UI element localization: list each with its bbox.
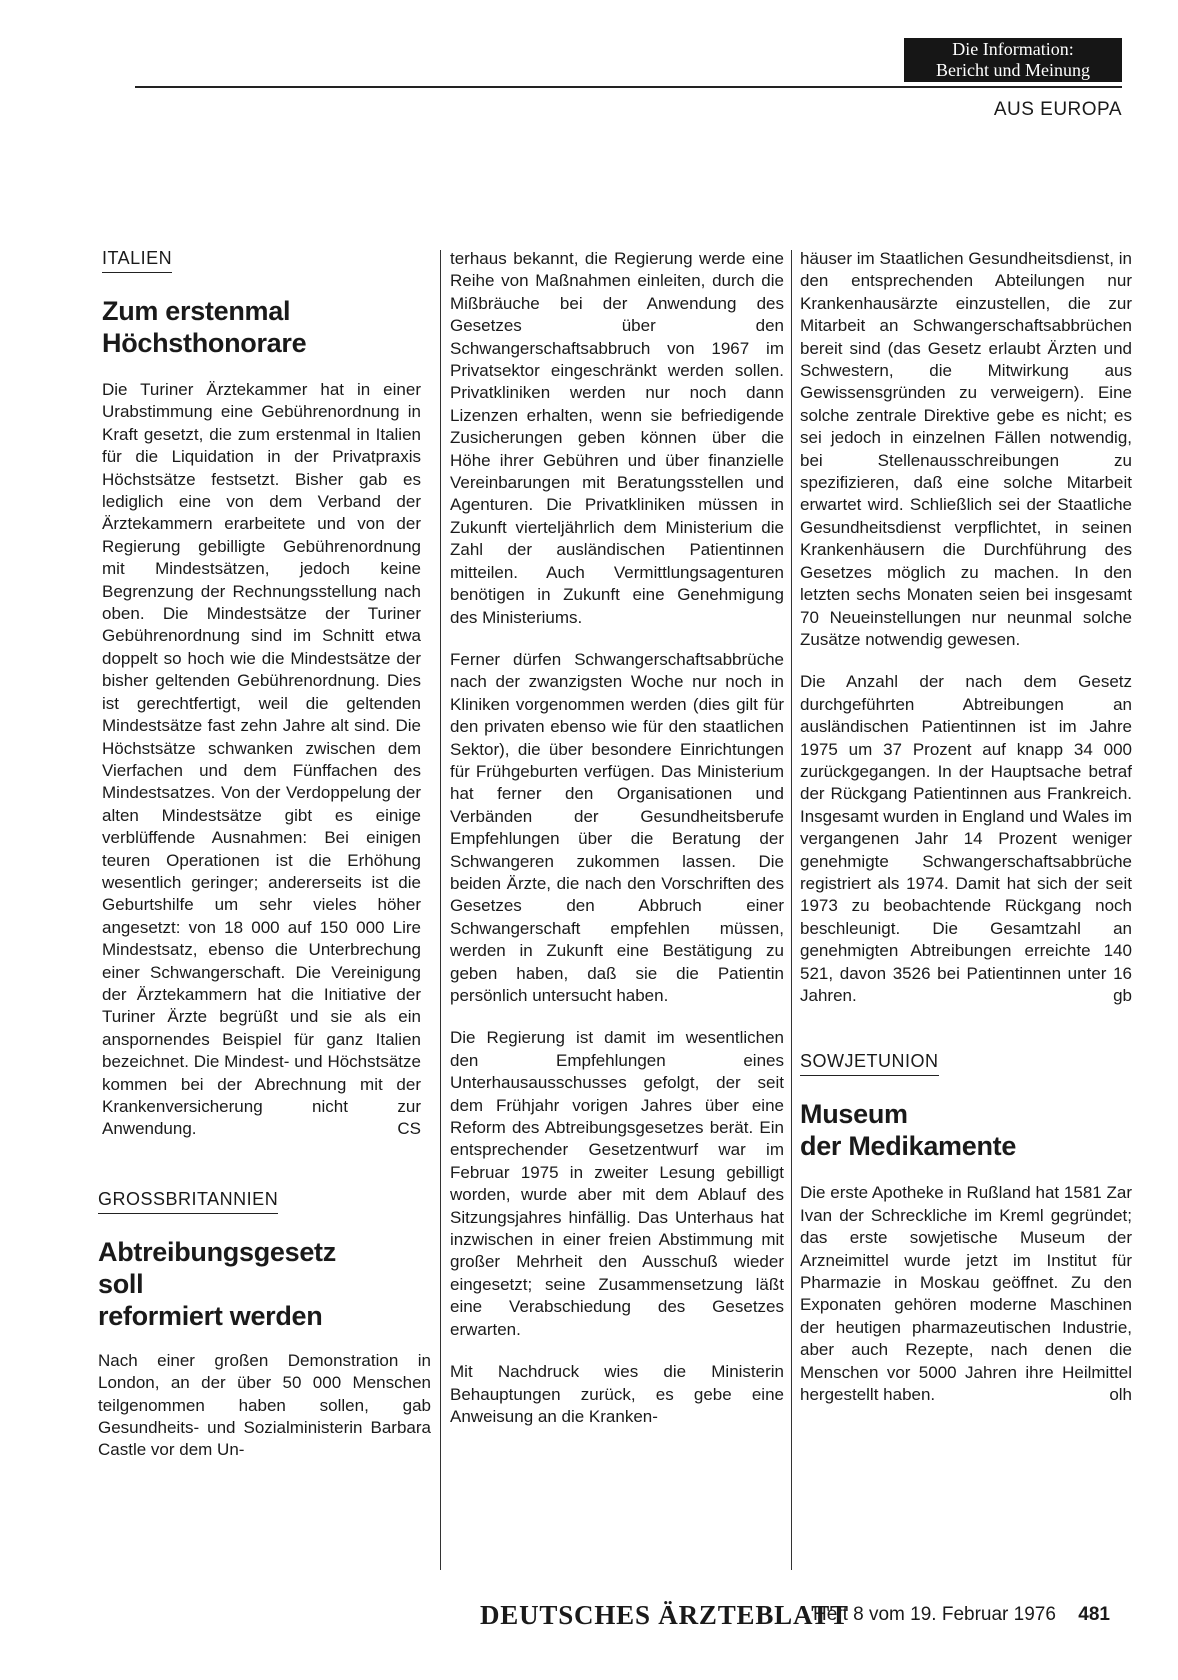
column-1 [98,248,431,1548]
top-rule [135,86,1122,88]
author-cs: CS [397,1119,421,1139]
section-label: AUS EUROPA [993,99,1122,120]
article-gb-p1: terhaus bekannt, die Regierung werde eine Reihe von Maßnahmen einleiten, durch die Mißbräuche bei der Anwendung des Gesetzes über den Schwangerschaftsabbruch von 1967 im Privatsektor eingeschränkt werden sollen. Privatkliniken werden nur noch dann Lizenzen erhalten, wenn sie befriedigende Zusicherungen geben können über die Höhe ihrer Gebühren und über finanzielle Vereinbarungen mit Beratungsstellen und Agenturen. Die Privatkliniken müssen in Zukunft vierteljährlich dem Ministerium die Zahl der ausländischen Patientinnen mitteilen. Auch Vermittlungsagenturen benötigen in Zukunft eine Genehmigung des Ministeriums. [450,249,784,627]
article-gb-p4: Mit Nachdruck wies die Ministerin Behauptungen zurück, es gebe eine Anweisung an die Kranken- [450,1362,784,1426]
article-gb-p2: Ferner dürfen Schwangerschaftsabbrüche nach der zwanzigsten Woche nur noch in Kliniken vorgenommen werden (dies gilt für den privaten ebenso wie für den staatlichen Sektor), die über besondere Einrichtungen für Frühgeburten verfügen. Das Ministerium hat ferner den Organisationen und Verbänden der Gesundheitsberufe Empfehlungen über die Beratung der Schwangeren zukommen lassen. Die beiden Ärzte, die nach den Vorschriften des Gesetzes den Abbruch einer Schwangerschaft empfehlen müssen, werden in Zukunft eine Bestätigung zu geben haben, daß sie die Patientin persönlich untersucht haben. [450,649,784,1005]
headline-su-line1: Museum [800,1099,908,1130]
page-footer [480,1600,1120,1632]
article-su-text: Die erste Apotheke in Rußland hat 1581 Zar Ivan der Schreckliche im Kreml gegründet; das erste sowjetische Museum der Arzneimittel wurde jetzt im Institut für Pharmazie in Moskau geöffnet. Zu den Exponaten gehören moderne Maschinen der heutigen pharmazeutischen Industrie, aber auch Rezepte, nach denen die Menschen vor 5000 Jahren ihre Heilmittel hergestellt haben. [800,1183,1132,1405]
kicker-grossbritannien: GROSSBRITANNIEN [98,1189,278,1214]
article-gb-p6 [800,671,1132,1007]
author-gb: gb [1113,986,1132,1005]
column-2 [450,248,784,1548]
headline-italien [102,295,431,359]
article-italien-text: Die Turiner Ärztekammer hat in einer Urabstimmung eine Gebührenordnung in Kraft gesetzt, die zum erstenmal in Italien für die Liquidation in der Privatpraxis Höchstsätze festsetzt. Bisher gab es lediglich eine von dem Verband der Ärztekammern erarbeitete und von der Regierung gebilligte Gebührenordnung mit Mindestsätzen, jedoch keine Begrenzung der Rechnungsstellung nach oben. Die Mindestsätze der Turiner Gebührenordnung sind im Schnitt etwa doppelt so hoch wie die Mindestsätze der bisher geltenden Gebührenordnung. Dies ist gerechtfertigt, weil die geltenden Mindestsätze fast zehn Jahre alt sind. Die Höchstsätze schwanken zwischen dem Vierfachen und dem Fünffachen des Mindestsatzes. Von der Verdoppelung der alten Mindestsätze gibt es einige verblüffende Ausnahmen: Bei einigen teuren Operationen ist die Erhöhung wesentlich geringer; andererseits ist die Geburtshilfe um sehr vieles höher angesetzt: von 18 000 auf 150 000 Lire Mindestsatz, ebenso die Unterbrechung einer Schwangerschaft. Die Vereinigung der Ärztekammern hat die Initiative der Turiner Ärzte begrüßt und sie als ein anspornendes Beispiel für ganz Italien bezeichnet. Die Mindest- und Höchstsätze kommen bei der Abrechnung mit der Krankenversicherung nicht zur Anwendung. [102,380,421,1139]
author-olh: olh [1109,1385,1132,1405]
page-number: 481 [1078,1604,1110,1625]
headline-su-line2: der Medikamente [800,1131,1017,1162]
magazine-title: DEUTSCHES ÄRZTEBLATT [480,1600,849,1630]
article-gb-col1-body: Nach einer großen Demonstration in London, an der über 50 000 Menschen teilgenommen haben sollen, gab Gesundheits- und Sozialministerin Barbara Castle vor dem Un- [98,1350,431,1460]
header-badge-line2: Bericht und Meinung [936,60,1090,80]
article-italien-body [102,379,421,1141]
column-divider-2 [791,250,792,1570]
header-badge [904,38,1122,82]
kicker-italien: ITALIEN [102,248,172,273]
headline-italien-line1: Zum erstenmal [102,296,291,326]
article-gb-p5: häuser im Staatlichen Gesundheitsdienst, in den entsprechenden Abteilungen nur Krankenhausärzte einzustellen, die zur Mitarbeit an Schwangerschaftsabbrüchen bereit sind (das Gesetz erlaubt Ärzten und Schwestern, die Mitwirkung aus Gewissensgründen zu verweigern). Eine solche zentrale Direktive gebe es nicht; es sei jedoch in einzelnen Fällen notwendig, bei Stellenausschreibungen zu spezifizieren, daß eine solche Mitarbeit erwartet wird. Schließlich sei der Staatliche Gesundheitsdienst verpflichtet, in seinen Krankenhäusern die Durchführung des Gesetzes möglich zu machen. In den letzten sechs Monaten seien bei insgesamt 70 Neueinstellungen nur neunmal solche Zusätze notwendig gewesen. [800,249,1132,649]
article-gb-p6-text: Die Anzahl der nach dem Gesetz durchgeführten Abtreibungen an ausländischen Patientinnen ist im Jahre 1975 um 37 Prozent auf knapp 34 000 zurückgegangen. In der Hauptsache betraf der Rückgang Patientinnen aus Frankreich. Insgesamt wurden in England und Wales im vergangenen Jahr 14 Prozent weniger genehmigte Schwangerschaftsabbrüche registriert als 1974. Damit hat sich der seit 1973 zu beobachtende Rückgang noch beschleunigt. Die Gesamtzahl an genehmigten Abtreibungen erreichte 140 521, davon 3526 bei Patientinnen unter 16 Jahren. [800,672,1132,1005]
kicker-sowjetunion: SOWJETUNION [800,1051,939,1076]
column-divider-1 [440,250,441,1570]
issue-info: Heft 8 vom 19. Februar 1976 [813,1604,1056,1625]
headline-italien-line2: Höchsthonorare [102,328,307,358]
headline-sowjetunion [800,1098,1132,1162]
column-3 [800,248,1132,1548]
article-gb-p3: Die Regierung ist damit im wesentlichen den Empfehlungen eines Unterhausausschusses gefolgt, der seit dem Frühjahr vorigen Jahres über eine Reform des Abtreibungsgesetzes berät. Ein entsprechender Gesetzentwurf war im Februar 1975 in zweiter Lesung gebilligt worden, wurde aber mit dem Ablauf des Sitzungsjahres hinfällig. Das Unterhaus hat inzwischen in einer freien Abstimmung mit großer Mehrheit den Ausschuß wieder eingesetzt; seine Zusammensetzung läßt eine Verabschiedung des Gesetzes erwarten. [450,1028,784,1339]
headline-grossbritannien [98,1236,431,1332]
article-su-body [800,1182,1132,1406]
header-badge-line1: Die Information: [952,39,1074,59]
headline-gb-line3: reformiert werden [98,1300,323,1331]
headline-gb-line2: soll [98,1268,144,1299]
headline-gb-line1: Abtreibungsgesetz [98,1236,336,1267]
